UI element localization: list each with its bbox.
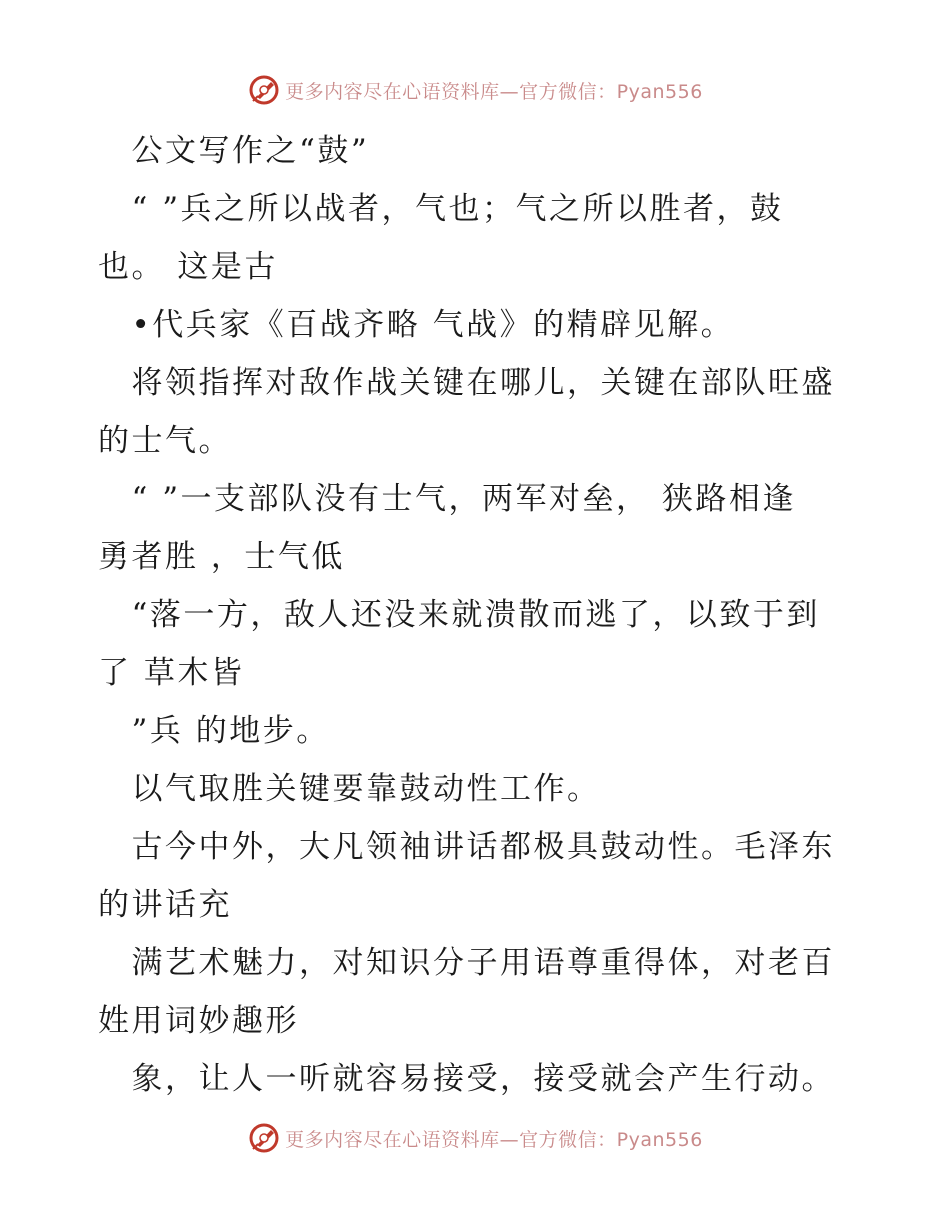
body-line: 满艺术魅力，对知识分子用语尊重得体，对老百 [98, 945, 835, 981]
body-line: 也。 这是古 [98, 249, 278, 285]
body-line: “ ”一支部队没有士气，两军对垒， 狭路相逢 [98, 481, 796, 517]
body-line: 了 草木皆 [98, 655, 245, 691]
header-banner-text: 更多内容尽在心语资料库—官方微信：Pyan556 [285, 80, 703, 103]
body-line: 姓用词妙趣形 [98, 1003, 299, 1039]
quill-pen-logo-icon [247, 1121, 281, 1155]
body-line: •代兵家《百战齐略 气战》的精辟见解。 [98, 307, 735, 343]
body-line: 公文写作之“鼓” [98, 133, 370, 169]
body-line: 的讲话充 [98, 887, 232, 923]
footer-banner [0, 1118, 950, 1158]
footer-banner-text: 更多内容尽在心语资料库—官方微信：Pyan556 [285, 1128, 703, 1151]
body-line: 象，让人一听就容易接受，接受就会产生行动。 [98, 1061, 835, 1097]
body-line: 以气取胜关键要靠鼓动性工作。 [98, 771, 601, 807]
body-line: 古今中外，大凡领袖讲话都极具鼓动性。毛泽东 [98, 829, 835, 865]
body-line: “落一方，敌人还没来就溃散而逃了，以致于到 [98, 597, 820, 633]
body-line: 勇者胜 ，士气低 [98, 539, 345, 575]
header-banner [0, 70, 950, 110]
header-banner-inner [247, 73, 703, 107]
body-line: “ ”兵之所以战者，气也；气之所以胜者，鼓 [98, 191, 784, 227]
footer-banner-inner [247, 1121, 703, 1155]
body-line: 的士气。 [98, 423, 232, 459]
document-body [98, 122, 858, 1108]
body-line: ”兵 的地步。 [98, 713, 330, 749]
body-line: 将领指挥对敌作战关键在哪儿，关键在部队旺盛 [98, 365, 835, 401]
quill-pen-logo-icon [247, 73, 281, 107]
